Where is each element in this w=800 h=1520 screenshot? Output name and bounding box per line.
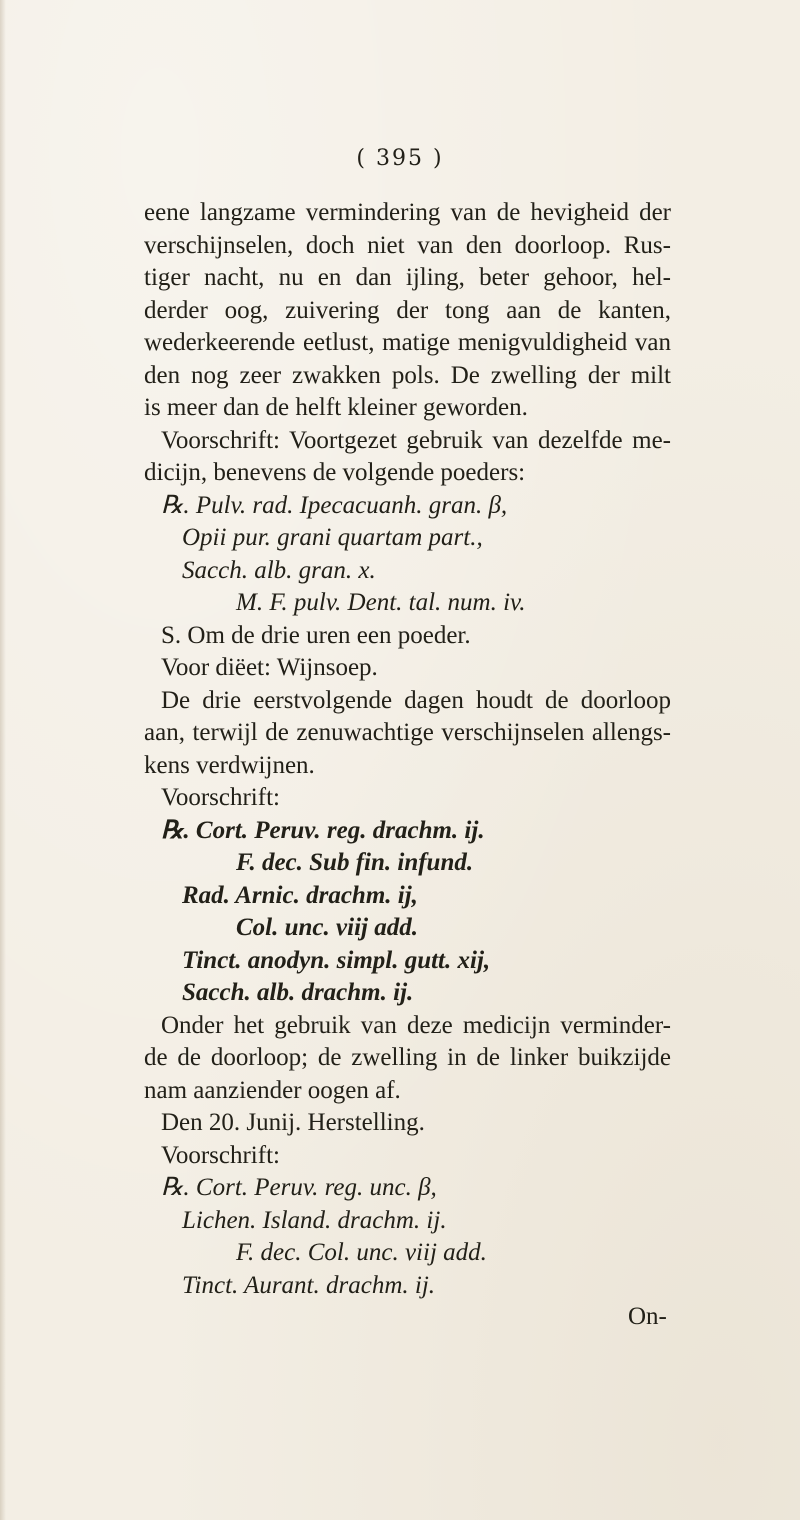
text-line: Voorschrift: [161, 784, 280, 811]
recipe-line: Opii pur. grani quartam part., [182, 524, 483, 551]
recipe-line: ℞. Cort. Peruv. reg. drachm. ij. [161, 817, 485, 844]
recipe-line: Lichen. Island. drachm. ij. [182, 1207, 447, 1234]
text-line: nam aanziender oogen af. [144, 1077, 401, 1104]
recipe-line: Tinct. Aurant. drachm. ij. [182, 1272, 436, 1299]
recipe-line: Sacch. alb. drachm. ij. [182, 979, 414, 1006]
text-line: aan, terwijl de zenuwachtige verschijnselen allengs- [144, 719, 671, 746]
page-number: ( 395 ) [356, 146, 444, 171]
page-edge-shadow [0, 0, 6, 1520]
text-line: tiger nacht, nu en dan ijling, beter gehoor, hel- [144, 264, 671, 291]
recipe-line: F. dec. Col. unc. viij add. [236, 1239, 487, 1266]
text-line: De drie eerstvolgende dagen houdt de doorloop [161, 687, 671, 714]
text-line: Onder het gebruik van deze medicijn verminder- [161, 1012, 671, 1039]
text-line: S. Om de drie uren een poeder. [161, 622, 471, 649]
text-line: dicijn, benevens de volgende poeders: [144, 459, 526, 486]
recipe-line: ℞. Pulv. rad. Ipecacuanh. gran. β, [161, 492, 508, 519]
recipe-line: Col. unc. viij add. [236, 914, 418, 941]
text-line: den nog zeer zwakken pols. De zwelling der milt [144, 362, 671, 389]
recipe-line: M. F. pulv. Dent. tal. num. iv. [236, 589, 526, 616]
text-line: Voorschrift: [161, 1142, 280, 1169]
text-line: Voorschrift: Voortgezet gebruik van dezelfde me- [161, 427, 671, 454]
text-line: Den 20. Junij. Herstelling. [161, 1109, 425, 1136]
text-line: kens verdwijnen. [144, 752, 315, 779]
text-line: verschijnselen, doch niet van den doorloop. Rus- [144, 232, 671, 259]
recipe-line: Rad. Arnic. drachm. ij, [182, 882, 418, 909]
recipe-line: Sacch. alb. gran. x. [182, 557, 376, 584]
recipe-line: F. dec. Sub fin. infund. [236, 849, 474, 876]
recipe-line: ℞. Cort. Peruv. reg. unc. β, [161, 1174, 437, 1201]
text-line: Voor diëet: Wijnsoep. [161, 654, 378, 681]
text-line: wederkeerende eetlust, matige menigvuldigheid van [144, 329, 671, 356]
text-line: de de doorloop; de zwelling in de linker buikzijde [144, 1044, 671, 1071]
catchword: On- [628, 1303, 667, 1330]
text-line: eene langzame vermindering van de hevigheid der [144, 199, 671, 226]
recipe-line: Tinct. anodyn. simpl. gutt. xij, [182, 947, 491, 974]
text-line: is meer dan de helft kleiner geworden. [144, 394, 528, 421]
text-line: derder oog, zuivering der tong aan de kanten, [144, 297, 671, 324]
